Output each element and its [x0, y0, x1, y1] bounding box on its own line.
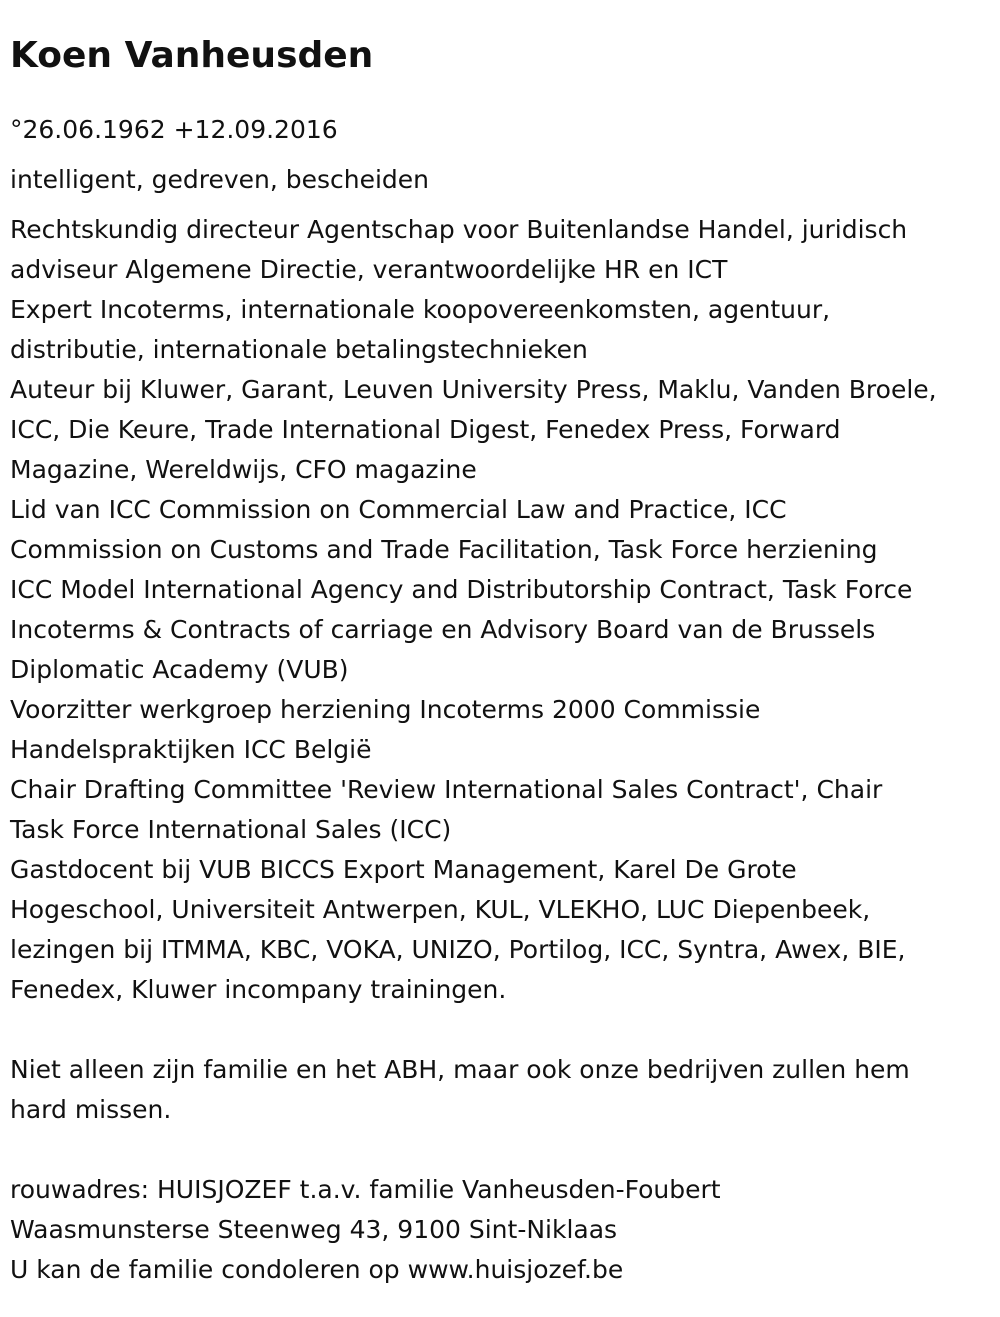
personal-traits: intelligent, gedreven, bescheiden	[10, 165, 430, 194]
career-line: ICC, Die Keure, Trade International Digest, Fenedex Press, Forward	[10, 415, 841, 444]
career-line: Incoterms & Contracts of carriage en Advisory Board van de Brussels	[10, 615, 876, 644]
career-line: Magazine, Wereldwijs, CFO magazine	[10, 455, 477, 484]
career-line: adviseur Algemene Directie, verantwoordelijke HR en ICT	[10, 255, 728, 284]
career-line: Handelspraktijken ICC België	[10, 735, 372, 764]
career-line: Fenedex, Kluwer incompany trainingen.	[10, 975, 507, 1004]
career-line: Hogeschool, Universiteit Antwerpen, KUL, VLEKHO, LUC Diepenbeek,	[10, 895, 871, 924]
spacer	[10, 1010, 990, 1050]
address-line: Waasmunsterse Steenweg 43, 9100 Sint-Niklaas	[10, 1215, 618, 1244]
career-line: Voorzitter werkgroep herziening Incoterms 2000 Commissie	[10, 695, 761, 724]
address-section	[10, 1170, 990, 1290]
career-line: Task Force International Sales (ICC)	[10, 815, 452, 844]
career-line: ICC Model International Agency and Distributorship Contract, Task Force	[10, 575, 913, 604]
career-line: lezingen bij ITMMA, KBC, VOKA, UNIZO, Portilog, ICC, Syntra, Awex, BIE,	[10, 935, 906, 964]
tribute-line: hard missen.	[10, 1095, 172, 1124]
career-line: Expert Incoterms, internationale koopovereenkomsten, agentuur,	[10, 295, 831, 324]
tribute-line: Niet alleen zijn familie en het ABH, maar ook onze bedrijven zullen hem	[10, 1055, 910, 1084]
condolence-line: U kan de familie condoleren op www.huisjozef.be	[10, 1255, 624, 1284]
address-line: rouwadres: HUISJOZEF t.a.v. familie Vanheusden-Foubert	[10, 1175, 721, 1204]
career-line: Auteur bij Kluwer, Garant, Leuven University Press, Maklu, Vanden Broele,	[10, 375, 937, 404]
career-line: distributie, internationale betalingstechnieken	[10, 335, 588, 364]
career-section	[10, 210, 990, 1010]
career-line: Gastdocent bij VUB BICCS Export Management, Karel De Grote	[10, 855, 797, 884]
person-name: Koen Vanheusden	[10, 35, 374, 76]
spacer	[10, 1130, 990, 1170]
career-line: Lid van ICC Commission on Commercial Law and Practice, ICC	[10, 495, 787, 524]
birth-death-dates: °26.06.1962 +12.09.2016	[10, 115, 338, 144]
career-line: Diplomatic Academy (VUB)	[10, 655, 349, 684]
tribute-section	[10, 1050, 990, 1130]
career-line: Commission on Customs and Trade Facilitation, Task Force herziening	[10, 535, 878, 564]
career-line: Chair Drafting Committee 'Review International Sales Contract', Chair	[10, 775, 883, 804]
career-line: Rechtskundig directeur Agentschap voor Buitenlandse Handel, juridisch	[10, 215, 908, 244]
